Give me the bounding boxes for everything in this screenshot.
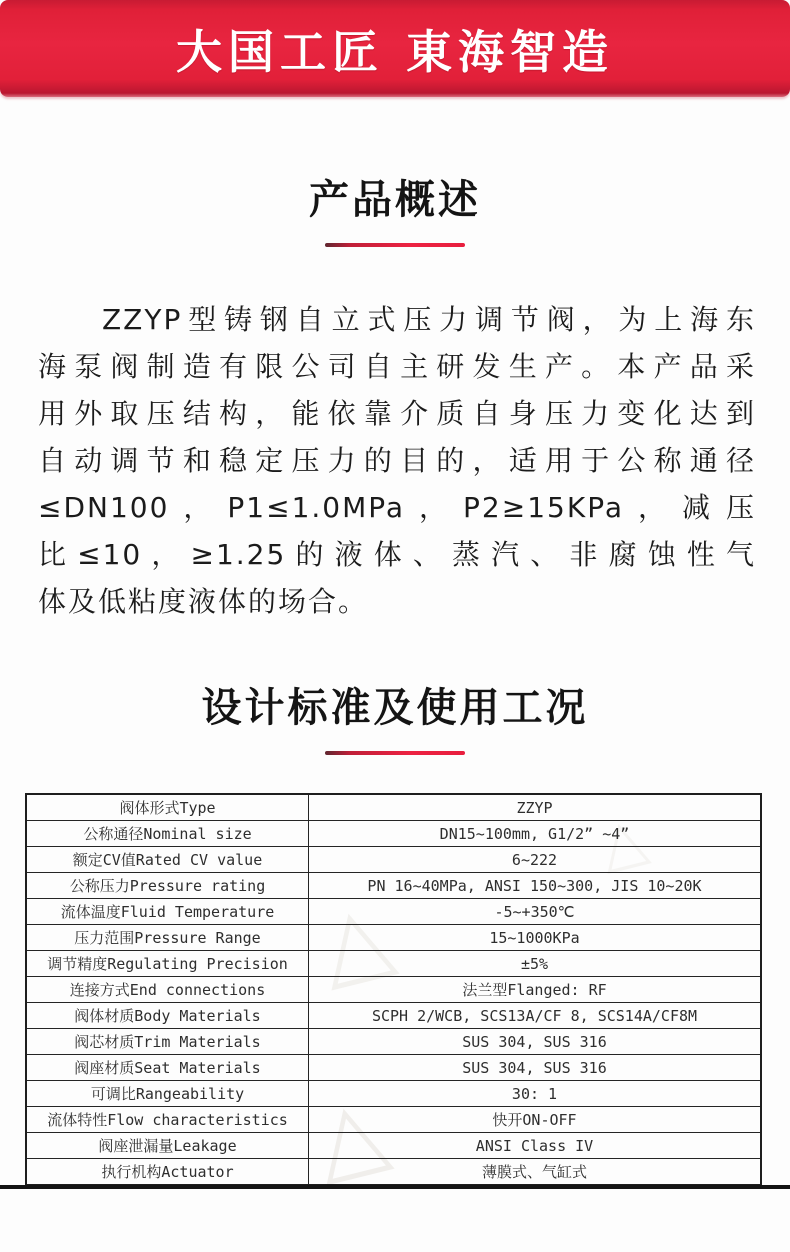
spec-label-cell: 阀芯材质Trim Materials bbox=[26, 1029, 309, 1055]
spec-value-cell: 法兰型Flanged: RF bbox=[309, 977, 762, 1003]
spec-label-cell: 流体温度Fluid Temperature bbox=[26, 899, 309, 925]
spec-value-cell: SCPH 2/WCB, SCS13A/CF 8, SCS14A/CF8M bbox=[309, 1003, 762, 1029]
spec-label-cell: 压力范围Pressure Range bbox=[26, 925, 309, 951]
spec-value-cell: 15~1000KPa bbox=[309, 925, 762, 951]
spec-value-cell: 30: 1 bbox=[309, 1081, 762, 1107]
bottom-divider bbox=[0, 1185, 790, 1189]
table-row bbox=[26, 925, 761, 951]
spec-value-cell: -5~+350℃ bbox=[309, 899, 762, 925]
overview-line: 自动调节和稳定压力的目的，适用于公称通径 bbox=[38, 444, 756, 477]
table-row bbox=[26, 821, 761, 847]
table-row bbox=[26, 977, 761, 1003]
watermark-icon: △ bbox=[302, 1075, 398, 1196]
spec-label-cell: 流体特性Flow characteristics bbox=[26, 1107, 309, 1133]
overview-line: 用外取压结构，能依靠介质自身压力变化达到 bbox=[38, 397, 756, 430]
table-row bbox=[26, 873, 761, 899]
spec-label-cell: 阀体材质Body Materials bbox=[26, 1003, 309, 1029]
table-row bbox=[26, 1107, 761, 1133]
spec-value-cell: ANSI Class IV bbox=[309, 1133, 762, 1159]
spec-value-cell: 快开ON-OFF bbox=[309, 1107, 762, 1133]
overview-section-heading bbox=[0, 168, 790, 247]
table-row bbox=[26, 1133, 761, 1159]
specs-heading-text: 设计标准及使用工况 bbox=[201, 685, 589, 731]
spec-value-cell: ZZYP bbox=[309, 794, 762, 821]
overview-line: ZZYP型铸钢自立式压力调节阀，为上海东 bbox=[102, 303, 756, 336]
spec-value-cell: SUS 304, SUS 316 bbox=[309, 1055, 762, 1081]
spec-label-cell: 额定CV值Rated CV value bbox=[26, 847, 309, 873]
spec-label-cell: 阀体形式Type bbox=[26, 794, 309, 821]
brand-banner bbox=[0, 0, 790, 97]
table-row bbox=[26, 951, 761, 977]
heading-underline-decoration bbox=[325, 243, 465, 247]
overview-paragraph bbox=[38, 296, 756, 625]
table-row bbox=[26, 1055, 761, 1081]
table-row bbox=[26, 1029, 761, 1055]
table-row bbox=[26, 899, 761, 925]
table-row bbox=[26, 1003, 761, 1029]
specs-section-heading bbox=[0, 676, 790, 755]
watermark-icon: △ bbox=[307, 880, 403, 1001]
table-row bbox=[26, 1159, 761, 1186]
spec-label-cell: 执行机构Actuator bbox=[26, 1159, 309, 1186]
watermark-icon: △ bbox=[592, 802, 654, 882]
overview-line: 体及低粘度液体的场合。 bbox=[38, 585, 369, 618]
specs-table-body bbox=[26, 794, 761, 1185]
spec-label-cell: 阀座材质Seat Materials bbox=[26, 1055, 309, 1081]
spec-label-cell: 公称通径Nominal size bbox=[26, 821, 309, 847]
spec-label-cell: 可调比Rangeability bbox=[26, 1081, 309, 1107]
spec-value-cell: 6~222 bbox=[309, 847, 762, 873]
spec-value-cell: PN 16~40MPa, ANSI 150~300, JIS 10~20K bbox=[309, 873, 762, 899]
table-row bbox=[26, 794, 761, 821]
heading-underline-decoration bbox=[325, 751, 465, 755]
spec-value-cell: ±5% bbox=[309, 951, 762, 977]
overview-line: 比≤10，≥1.25的液体、蒸汽、非腐蚀性气 bbox=[38, 538, 756, 571]
brand-banner-title: 大国工匠 東海智造 bbox=[175, 24, 614, 79]
spec-value-cell: 薄膜式、气缸式 bbox=[309, 1159, 762, 1186]
spec-label-cell: 阀座泄漏量Leakage bbox=[26, 1133, 309, 1159]
specs-table bbox=[25, 793, 762, 1186]
spec-label-cell: 连接方式End connections bbox=[26, 977, 309, 1003]
overview-heading-text: 产品概述 bbox=[309, 177, 481, 223]
spec-label-cell: 公称压力Pressure rating bbox=[26, 873, 309, 899]
overview-line: ≤DN100，P1≤1.0MPa，P2≥15KPa，减压 bbox=[38, 491, 756, 524]
table-row bbox=[26, 847, 761, 873]
overview-line: 海泵阀制造有限公司自主研发生产。本产品采 bbox=[38, 350, 756, 383]
spec-value-cell: DN15~100mm, G1/2” ~4” bbox=[309, 821, 762, 847]
spec-label-cell: 调节精度Regulating Precision bbox=[26, 951, 309, 977]
spec-value-cell: SUS 304, SUS 316 bbox=[309, 1029, 762, 1055]
table-row bbox=[26, 1081, 761, 1107]
